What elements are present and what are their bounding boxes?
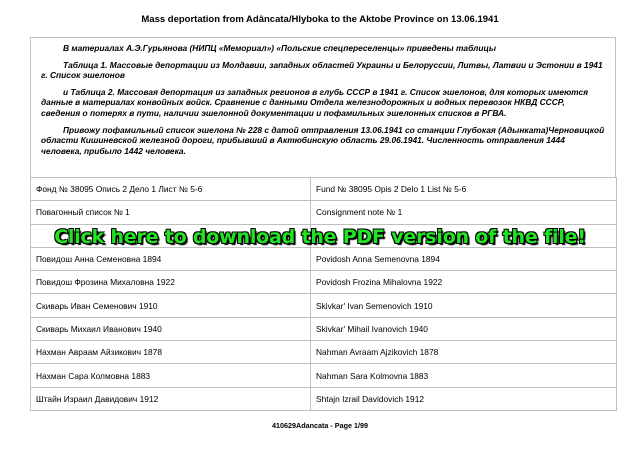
cell-transliteration: Fund № 38095 Opis 2 Delo 1 List № 5-6 <box>311 178 617 201</box>
cell-transliteration: Povidosh Frozina Mihalovna 1922 <box>311 271 617 294</box>
intro-paragraph: В материалах А.Э.Гурьянова (НИПЦ «Мемориал») «Польские спецпереселенцы» приведены таблицы <box>63 43 497 53</box>
cell-transliteration: Skivkar' Mihail Ivanovich 1940 <box>311 317 617 340</box>
intro-paragraph: Таблица 1. Массовые депортации из Молдавии, западных областей Украины и Белоруссии, Литвы, Латвии и Эстонии в 1941 г. Список эшелонов <box>41 59 603 81</box>
deportee-table <box>30 177 617 411</box>
intro-paragraph: Привожу пофамильный список эшелона № 228 с датой отправления 13.06.1941 со станции Глубокая (Адынката)Черновицкой области Кишиневской железной дороги, прибывший в Актюбинскую область 29.06.1941. Численность отправления 1444 человека, прибыло 1442 человека. <box>41 124 605 156</box>
intro-paragraph: и Таблица 2. Массовая депортация из западных регионов в глубь СССР в 1941 г. Список эшелонов, для которых имеются данные в материалах конвойных войск. Сравнение с данными Отдела железнодорожных и водных перевозок НКВД СССР, сведения о потерях в пути, наличии эшелонной документации и пофамильных эшелонных списков в РГВА. <box>41 86 589 118</box>
cell-transliteration: Consignment note № 1 <box>311 201 617 224</box>
cell-transliteration: Povidosh Anna Semenovna 1894 <box>311 247 617 270</box>
cell-russian: Фонд № 38095 Опись 2 Дело 1 Лист № 5-6 <box>31 178 311 201</box>
table-row <box>31 201 617 224</box>
table-row <box>31 178 617 201</box>
table-row <box>31 341 617 364</box>
cell-russian: Повидош Фрозина Михаловна 1922 <box>31 271 311 294</box>
cell-russian: Повидош Анна Семеновна 1894 <box>31 247 311 270</box>
intro-block <box>30 37 616 177</box>
cell-russian: Нахман Авраам Айзикович 1878 <box>31 341 311 364</box>
table-row <box>31 271 617 294</box>
document-title: Mass deportation from Adâncata/Hlyboka to the Aktobe Province on 13.06.1941 <box>141 14 499 25</box>
download-pdf-link[interactable]: Click here to download the PDF version of the file! <box>54 226 586 248</box>
cell-russian: Повагонный список № 1 <box>31 201 311 224</box>
cell-transliteration: Shtajn Izrail Davidovich 1912 <box>311 387 617 410</box>
table-row <box>31 247 617 270</box>
table-row <box>31 294 617 317</box>
cell-russian: Скиварь Михаил Иванович 1940 <box>31 317 311 340</box>
cell-russian: Штайн Израил Давидович 1912 <box>31 387 311 410</box>
cell-transliteration: Nahman Avraam Ajzikovich 1878 <box>311 341 617 364</box>
cell-russian: Скиварь Иван Семенович 1910 <box>31 294 311 317</box>
page-footer: 410629Adancata - Page 1/99 <box>272 421 368 430</box>
cell-russian: Нахман Сара Колмовна 1883 <box>31 364 311 387</box>
table-row <box>31 364 617 387</box>
table-row <box>31 387 617 410</box>
table-row <box>31 317 617 340</box>
cell-transliteration: Nahman Sara Kolmovna 1883 <box>311 364 617 387</box>
cell-transliteration: Skivkar' Ivan Semenovich 1910 <box>311 294 617 317</box>
